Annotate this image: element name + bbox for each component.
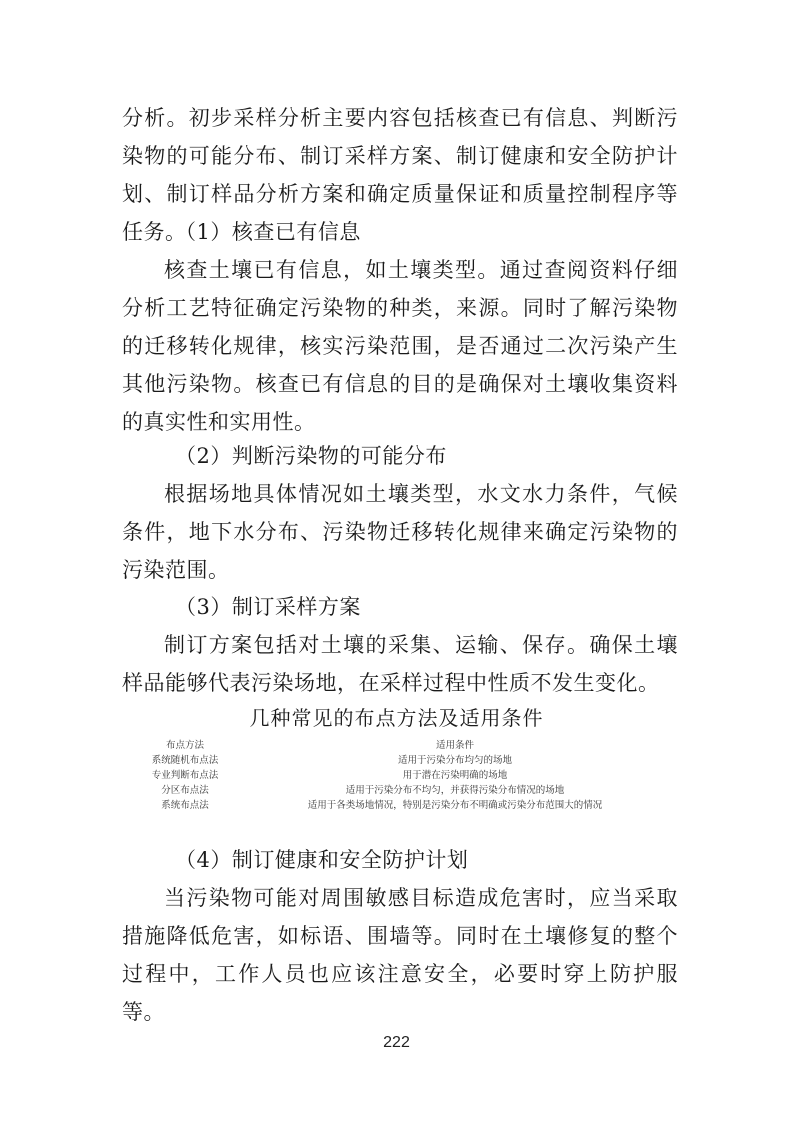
table-row <box>130 798 670 813</box>
table-header-method: 布点方法 <box>165 740 204 751</box>
table-header-row <box>130 738 670 753</box>
table-cell-method: 系统布点法 <box>161 800 209 811</box>
section-paragraph-2: 根据场地具体情况如土壤类型，水文水力条件，气候条件，地下水分布、污染物迁移转化规律来确定污染物的污染范围。 <box>122 482 678 582</box>
table-cell-condition: 适用于污染分布均匀的场地 <box>397 755 512 766</box>
table-cell-method: 系统随机布点法 <box>151 755 219 766</box>
table-cell-condition: 适用于污染分布不均匀，并获得污染分布情况的场地 <box>345 785 565 796</box>
table-row <box>130 783 670 798</box>
section-heading-2: （2）判断污染物的可能分布 <box>175 444 447 468</box>
table-header-condition: 适用条件 <box>435 740 474 751</box>
page-number: 222 <box>383 1034 410 1051</box>
section-paragraph-4: 当污染物可能对周围敏感目标造成危害时，应当采取措施降低危害，如标语、围墙等。同时在土壤修复的整个过程中，工作人员也应该注意安全，必要时穿上防护服等。 <box>122 886 678 1024</box>
table-cell-method: 分区布点法 <box>161 785 209 796</box>
section-paragraph-3: 制订方案包括对土壤的采集、运输、保存。确保土壤样品能够代表污染场地，在采样过程中性质不发生变化。 <box>122 633 678 695</box>
section-heading-3: （3）制订采样方案 <box>175 595 361 619</box>
section-heading-4: （4）制订健康和安全防护计划 <box>175 848 469 872</box>
intro-paragraph: 分析。初步采样分析主要内容包括核查已有信息、判断污染物的可能分布、制订采样方案、制订健康和安全防护计划、制订样品分析方案和确定质量保证和质量控制程序等任务。 <box>122 106 678 244</box>
table-cell-method: 专业判断布点法 <box>151 770 219 781</box>
table-row <box>130 768 670 783</box>
table-cell-condition: 用于潜在污染明确的场地 <box>402 770 508 781</box>
section-paragraph-1: 核查土壤已有信息，如土壤类型。通过查阅资料仔细分析工艺特征确定污染物的种类，来源。同时了解污染物的迁移转化规律，核实污染范围，是否通过二次污染产生其他污染物。核查已有信息的目的是确保对土壤收集资料的真实性和实用性。 <box>122 258 678 434</box>
table-row <box>130 753 670 768</box>
table-cell-condition: 适用于各类场地情况，特别是污染分布不明确或污染分布范围大的情况 <box>307 800 603 811</box>
table-title: 几种常见的布点方法及适用条件 <box>249 706 544 730</box>
sampling-method-table <box>130 738 670 813</box>
section-heading-1: （1）核查已有信息 <box>175 220 361 244</box>
